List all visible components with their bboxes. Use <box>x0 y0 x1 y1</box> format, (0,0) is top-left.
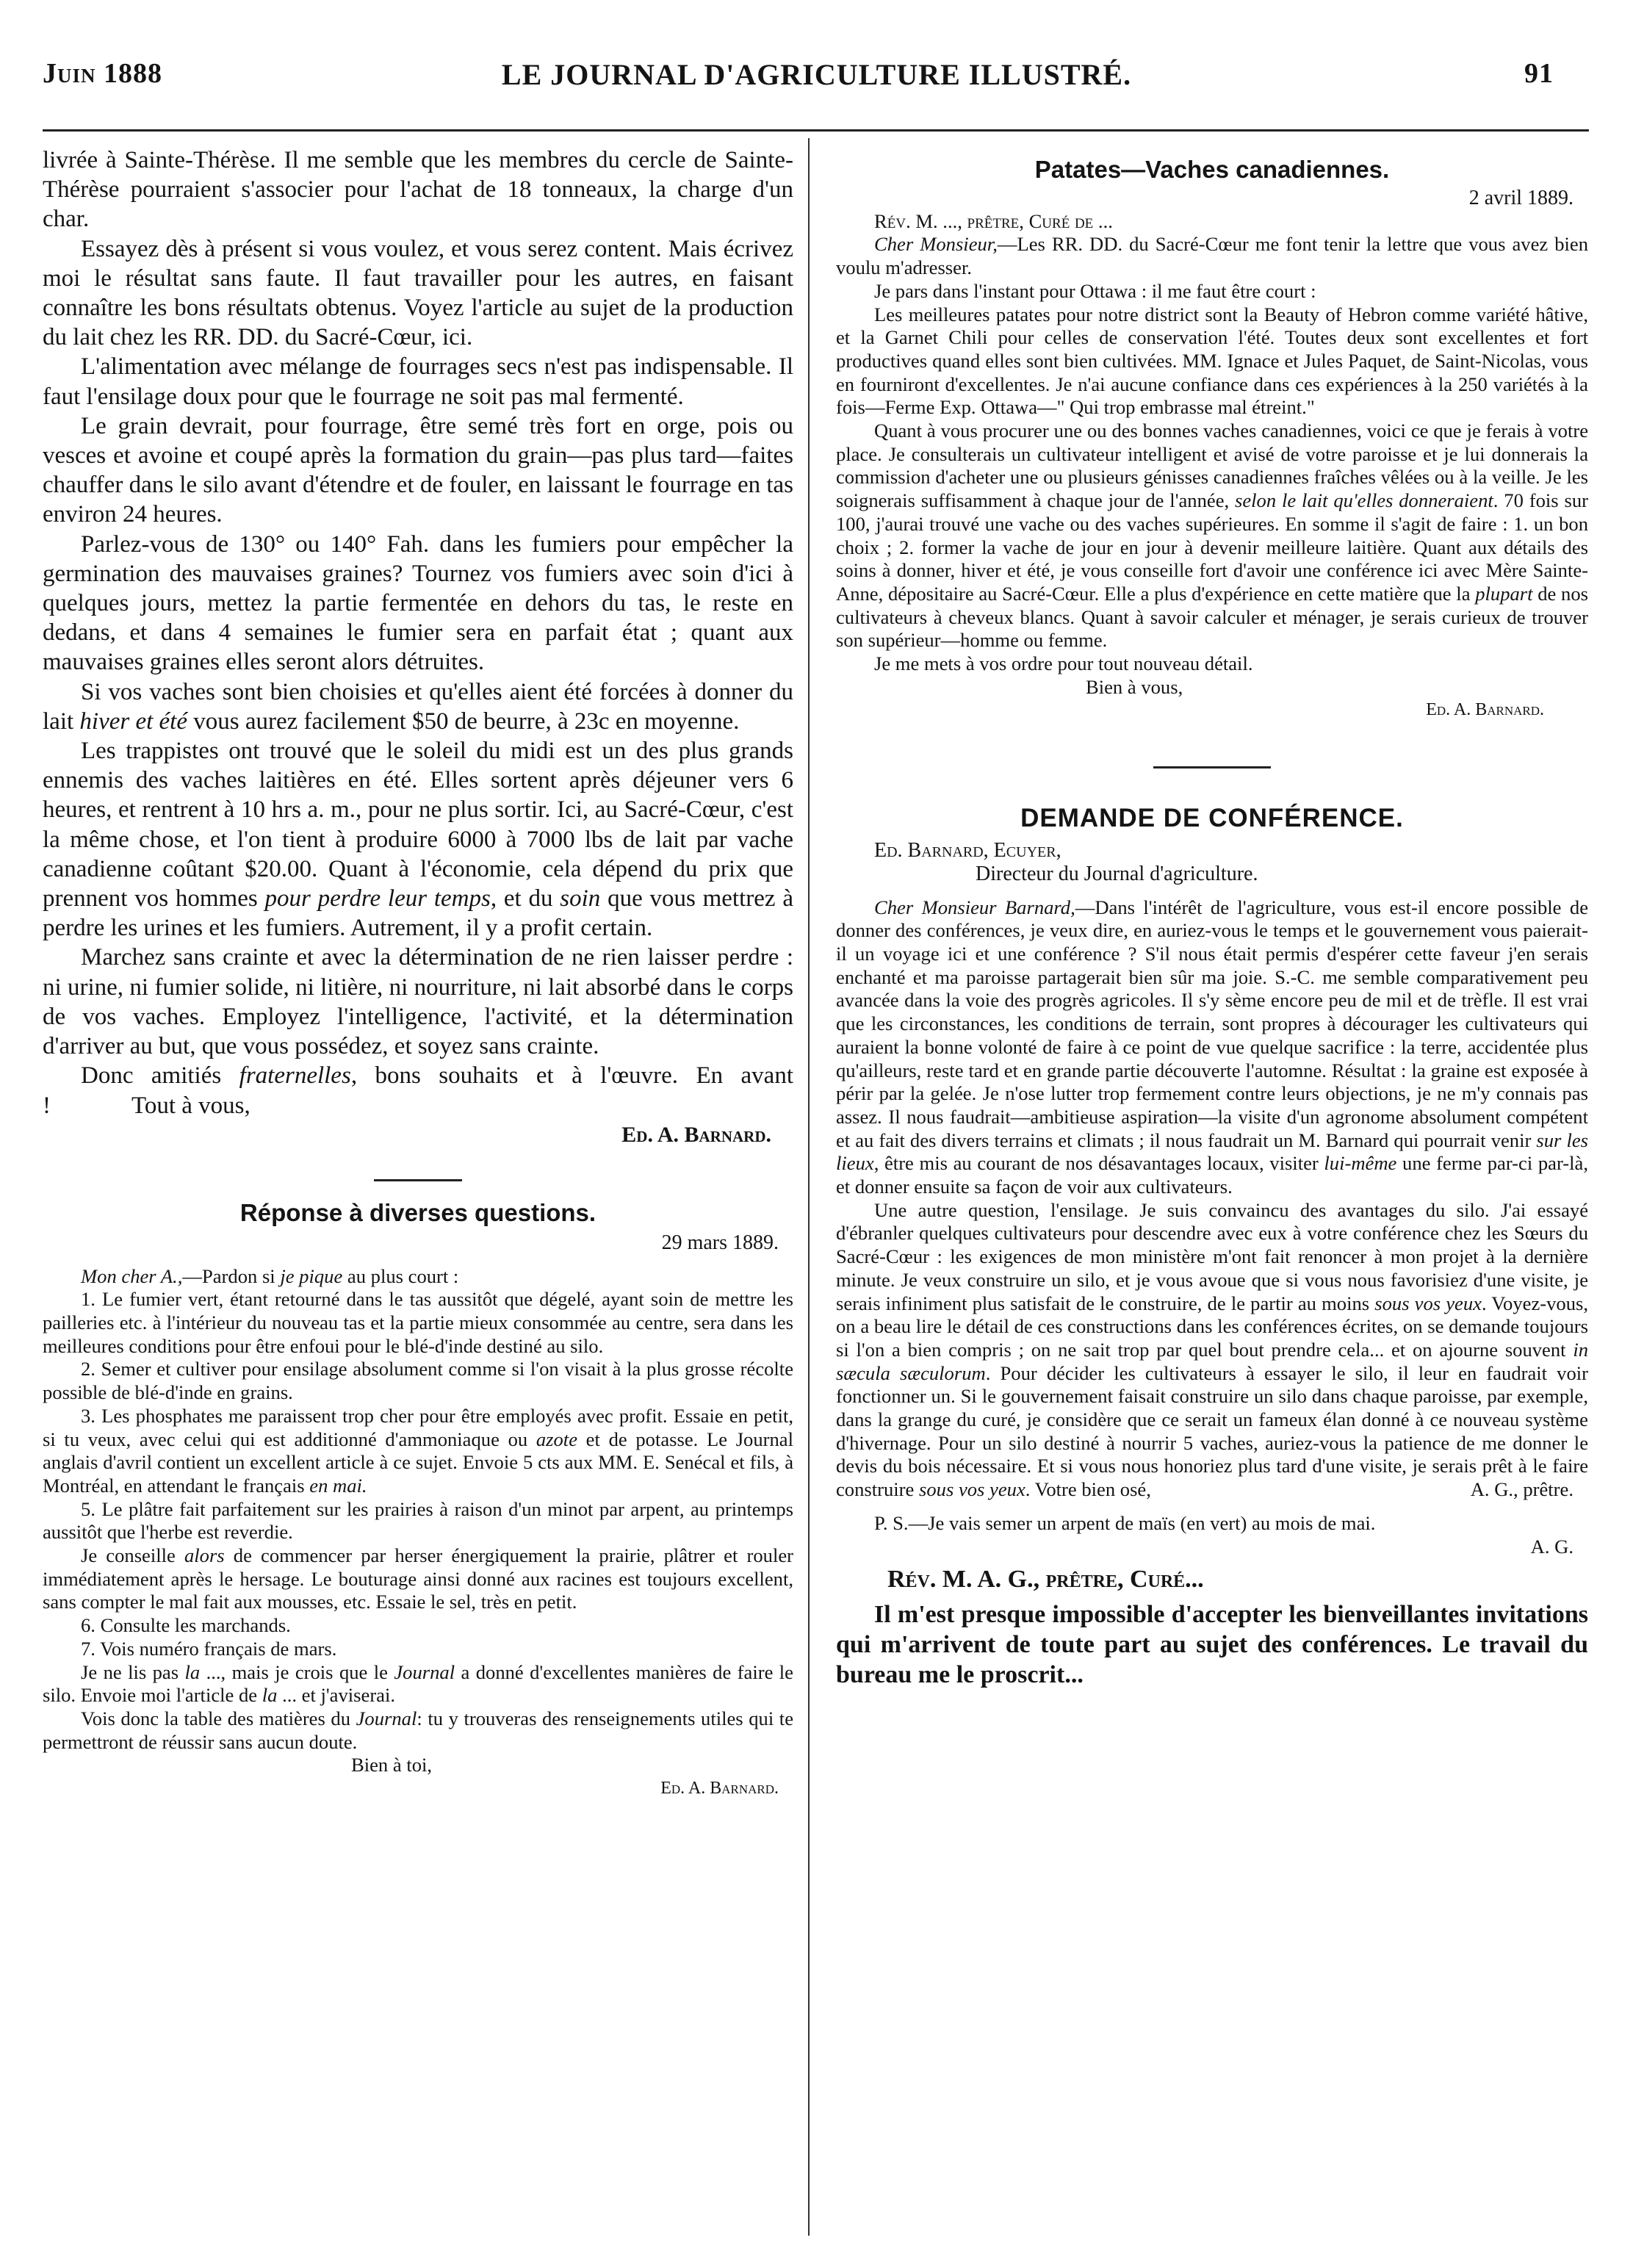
section-rule <box>1153 766 1271 768</box>
signature: A. G., prêtre. <box>1470 1478 1573 1501</box>
answer-item: 5. Le plâtre fait parfaitement sur les prairies à raison d'un minot par arpent, au printemps aussitôt que l'herbe est reverdie. <box>43 1497 793 1544</box>
answer-item: Je conseille alors de commencer par herser énergiquement la prairie, plâtrer et rouler immédiatement après le hersage. Le bouturage ainsi donné aux racines est toujours excellent, sans compter le mal fait aux mousses, etc. Essaie le sel, très en petit. <box>43 1544 793 1613</box>
greeting: Mon cher A.,—Pardon si je pique au plus court : <box>81 1264 459 1287</box>
paragraph: Cher Monsieur Barnard,—Dans l'intérêt de l'agriculture, vous est-il encore possible de donner des conférences, je veux dire, en auriez-vous le temps et le gouvernement vous paierait-il un voyage ici et une conférence ? S'il nous était permis d'espérer cette faveur j'en serais enchanté et ma paroisse partagerait bien sûr ma joie. S.-C. me semble comparativement peu avancée dans la voie des progrès agricoles. Il s'y sème encore peu de mil et de trèfle. Il est vrai que les circonstances, les conditions de terrain, sont propres à décourager les cultivateurs qui auraient la bonne volonté de faire à ce point de vue quelque sacrifice : la terre, accidentée plus qu'ailleurs, reste tard et en grande partie découverte l'automne. Résultat : la graine est exposée à périr par la gelée. Je n'ose lutter trop fermement contre leurs objections, je ne m'y connais pas assez. Il nous faudrait—ambitieuse aspiration—la visite d'un agronome absolument compétent et au fait des divers terrains et climats ; il nous faudrait un M. Barnard qui pourrait venir sur les lieux, être mis au courant de nos désavantages locaux, visiter lui-même une ferme par-ci par-là, et donner ensuite sa façon de voir aux cultivateurs. <box>836 896 1589 1198</box>
paragraph: Les trappistes ont trouvé que le soleil du midi est un des plus grands ennemis des vaches laitières en été. Elles sortent après déjeuner vers 6 heures, et rentrent à 10 hrs a. m., pour ne plus sortir. Ici, au Sacré-Cœur, c'est la même chose, et l'on tient à produire 6000 à 7000 lbs de lait par vache canadienne coûtant $20.00. Quant à l'économie, cela dépend du prix que prennent vos hommes pour perdre leur temps, et du soin que vous mettrez à perdre les urines et les fumiers. Autrement, il y a profit certain. <box>43 738 793 942</box>
paragraph: L'alimentation avec mélange de fourrages secs n'est pas indispensable. Il faut l'ensilage doux pour que le fourrage ne soit pas mal fermenté. <box>43 353 793 410</box>
greeting: Cher Monsieur,—Les RR. DD. du Sacré-Cœur me font tenir la lettre que vous avez bien voulu m'adresser. <box>836 233 1588 279</box>
addressee: Ed. Barnard, Ecuyer, <box>874 839 1061 863</box>
postscript: P. S.—Je vais semer un arpent de maïs (en vert) au mois de mai. <box>874 1511 1376 1534</box>
signature: Ed. A. Barnard. <box>660 1779 779 1799</box>
answer-item: Vois donc la table des matières du Journal: tu y trouveras des renseignements utiles qui te permettront de réussir sans aucun doute. <box>43 1707 793 1753</box>
paragraph: Essayez dès à présent si vous voulez, et vous serez content. Mais écrivez moi le résultat sans faute. Il faut travailler pour les autres, en faisant connaître les bons résultats obtenus. Voyez l'article au sujet de la production du lait chez les RR. DD. du Sacré-Cœur, ici. <box>43 235 793 351</box>
paragraph: Les meilleures patates pour notre district sont la Beauty of Hebron comme variété hâtive, et la Garnet Chili pour celles de conservation l'été. Toutes deux sont excellentes et fort productives quand elles sont bien cultivées. MM. Ignace et Jules Paquet, de Saint-Nicolas, vous en fourniront d'excellentes. Je n'ai aucune confiance dans ces expériences à la 250 variétés à la fois—Ferme Exp. Ottawa—" Qui trop embrasse mal étreint." <box>836 303 1588 419</box>
paragraph: livrée à Sainte-Thérèse. Il me semble que les membres du cercle de Sainte-Thérèse pourraient s'associer pour l'achat de 18 tonneaux, la charge d'un char. <box>43 147 793 233</box>
paragraph: Parlez-vous de 130° ou 140° Fah. dans les fumiers pour empêcher la germination des mauvaises graines? Tournez vos fumiers avec soin d'ici à quelques jours, mettez la partie fermentée en dehors du tas, le reste en dedans, et dans 4 semaines le fumier sera en parfait état ; quant aux mauvaises graines elles seront alors détruites. <box>43 530 793 676</box>
paragraph: Je me mets à vos ordre pour tout nouveau détail. <box>874 652 1253 675</box>
closing: Bien à vous, <box>1086 675 1183 698</box>
signature: Ed. A. Barnard. <box>1426 700 1544 720</box>
section-rule <box>374 1179 462 1181</box>
section-title: Patates—Vaches canadiennes. <box>1034 156 1390 183</box>
page-number: 91 <box>1524 58 1554 89</box>
paragraph: Une autre question, l'ensilage. Je suis convaincu des avantages du silo. J'ai essayé d'ébranler quelques cultivateurs pour descendre avec eux à votre conférence chez les Sœurs du Sacré-Cœur : les exigences de mon ministère m'ont fait renoncer à mon projet à la dernière minute. Je veux construire un silo, et je vous avoue que si vous nous favorisiez d'une visite, je serais infiniment plus satisfait de le construire, de le partir au moins sous vos yeux. Voyez-vous, on a beau lire le détail de ces constructions dans les conférences écrites, on se demande toujours si l'on a bien compris ; on ne sait trop par quel bout prendre cela... et on ajourne souvent in sæcula sæculorum. Pour décider les cultivateurs à essayer le silo, il leur en faudrait voir fonctionner un. Si le gouvernement faisait construire un silo dans chaque paroisse, par exemple, dans la grange du curé, je considère que ce serait un fameux élan donné à ce nouveau système d'hivernage. Pour un silo destiné à nourrir 5 vaches, auriez-vous la patience de me donner le devis du bois nécessaire. Et si vous nous honoriez plus tard d'une visite, je serais prêt à le faire construire sous vos yeux. Votre bien osé, A. G., prêtre. <box>836 1198 1589 1501</box>
answer-item: Je ne lis pas la ..., mais je crois que le Journal a donné d'excellentes manières de faire le silo. Envoie moi l'article de la ... et j'aviserai. <box>43 1660 793 1707</box>
paragraph: Marchez sans crainte et avec la détermination de ne rien laisser perdre : ni urine, ni fumier solide, ni litière, ni nourriture, ni lait absorbé dans le corps de vos vaches. Employez l'intelligence, l'activité, et la détermination d'arriver au but, que vous possédez, et soyez sans crainte. <box>43 944 793 1060</box>
header-rule <box>43 129 1589 132</box>
column-divider <box>808 138 810 2236</box>
journal-title: LE JOURNAL D'AGRICULTURE ILLUSTRÉ. <box>501 58 1132 91</box>
right-column <box>836 145 1588 1690</box>
issue-date: Juin 1888 <box>43 58 163 89</box>
addressee: Rév. M. ..., prêtre, Curé de ... <box>874 209 1113 232</box>
paragraph: Le grain devrait, pour fourrage, être semé très fort en orge, pois ou vesces et avoine et coupé après la formation du grain—pas plus tard—faites chauffer dans le silo avant d'étendre et de fouler, en laissant le fourrage en tas environ 24 heures. <box>43 412 794 528</box>
paragraph: Donc amitiés fraternelles, bons souhaits et à l'œuvre. En avant ! Tout à vous, <box>43 1062 793 1119</box>
left-column <box>43 145 793 1801</box>
signature: A. G. <box>1530 1535 1573 1558</box>
answer-item: 7. Vois numéro français de mars. <box>81 1637 337 1660</box>
letter-date: 29 mars 1889. <box>661 1231 779 1254</box>
reply-paragraph: Il m'est presque impossible d'accepter les bienveillantes invitations qui m'arrivent de toute part au sujet des conférences. Le travail du bureau me le proscrit... <box>836 1601 1588 1689</box>
section-title: DEMANDE DE CONFÉRENCE. <box>1020 804 1404 833</box>
letter-date: 2 avril 1889. <box>1468 187 1573 209</box>
section-title: Réponse à diverses questions. <box>239 1198 596 1226</box>
closing: Tout à vous, <box>131 1092 250 1119</box>
paragraph: Je pars dans l'instant pour Ottawa : il me faut être court : <box>874 279 1316 302</box>
answer-item: 2. Semer et cultiver pour ensilage absolument comme si l'on visait à la plus grosse récolte possible de blé-d'inde en grains. <box>43 1358 793 1404</box>
signature: Ed. A. Barnard. <box>621 1122 771 1147</box>
answer-item: 3. Les phosphates me paraissent trop cher pour être employés avec profit. Essaie en petit, si tu veux, avec celui qui est additionné d'ammoniaque ou azote et de potasse. Le Journal anglais d'avril contient un excellent article à ce sujet. Envoie 5 cts aux MM. E. Senécal et fils, à Montréal, en attendant le français en mai. <box>43 1404 794 1497</box>
answer-item: 6. Consulte les marchands. <box>81 1614 291 1637</box>
closing: Bien à toi, <box>351 1754 433 1776</box>
addressee-title: Directeur du Journal d'agriculture. <box>976 862 1258 885</box>
reply-addressee: Rév. M. A. G., prêtre, Curé... <box>887 1566 1204 1594</box>
paragraph: Quant à vous procurer une ou des bonnes vaches canadiennes, voici ce que je ferais à votre place. Je consulterais un cultivateur intelligent et avisé de votre paroisse et je lui donnerais la commission d'acheter une ou plusieurs génisses canadiennes fraîches vêlées ou à la veille. Je les soignerais suffisamment à chaque jour de l'année, selon le lait qu'elles donneraient. 70 fois sur 100, j'aurai trouvé une vache ou des vaches supérieures. En somme il s'agit de faire : 1. un bon choix ; 2. former la vache de jour en jour à devenir meilleure laitière. Quant aux détails des soins à donner, hiver et été, je vous conseille fort d'avoir une conférence ici avec Mère Sainte-Anne, dépositaire au Sacré-Cœur. Elle a plus d'expérience en cette matière que la plupart de nos cultivateurs à cheveux blancs. Quant à savoir calculer et ménager, je serais curieux de trouver son supérieur—homme ou femme. <box>836 420 1589 652</box>
answer-item: 1. Le fumier vert, étant retourné dans le tas aussitôt que dégelé, ayant soin de mettre les pailleries etc. à l'intérieur du nouveau tas et la partie mieux consommée au centre, sera dans les meilleures conditions pour être enfoui pour le blé-d'inde destiné au silo. <box>43 1288 793 1357</box>
paragraph: Si vos vaches sont bien choisies et qu'elles aient été forcées à donner du lait hiver et été vous aurez facilement $50 de beurre, à 23c en moyenne. <box>43 678 793 735</box>
